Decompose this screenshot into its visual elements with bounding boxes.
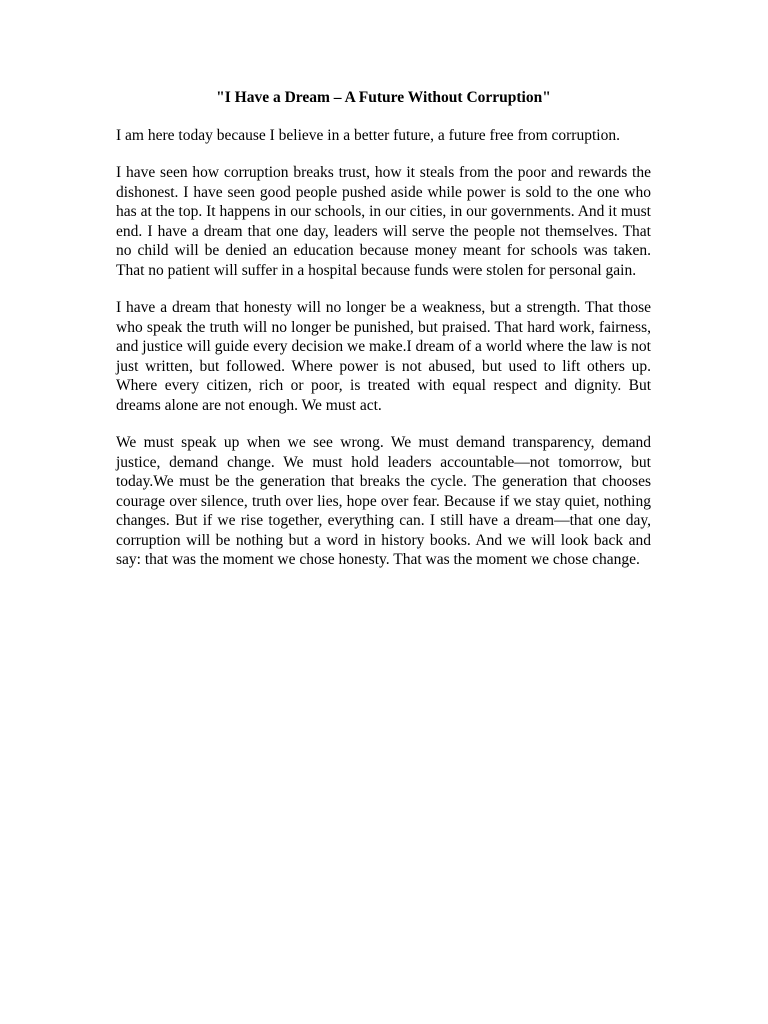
paragraph-intro: I am here today because I believe in a better future, a future free from corruption. xyxy=(116,126,620,144)
paragraph-dream: I have a dream that honesty will no longer be a weakness, but a strength. That those who speak the truth will no longer be punished, but praised. That hard work, fairness, and justice will guide every decision we make.I dream of a world where the law is not just written, but followed. Where power is not abused, but used to lift others up. Where every citizen, rich or poor, is treated with equal respect and dignity. But dreams alone are not enough. We must act. xyxy=(116,299,651,414)
document-body xyxy=(116,88,651,588)
document-title: "I Have a Dream – A Future Without Corruption" xyxy=(216,89,551,106)
paragraph-corruption: I have seen how corruption breaks trust, how it steals from the poor and rewards the dishonest. I have seen good people pushed aside while power is sold to the one who has at the top. It happens in our schools, in our cities, in our governments. And it must end. I have a dream that one day, leaders will serve the people not themselves. That no child will be denied an education because money meant for schools was taken. That no patient will suffer in a hospital because funds were stolen for personal gain. xyxy=(116,164,651,279)
paragraph-action: We must speak up when we see wrong. We must demand transparency, demand justice, demand change. We must hold leaders accountable—not tomorrow, but today.We must be the generation that breaks the cycle. The generation that chooses courage over silence, truth over lies, hope over fear. Because if we stay quiet, nothing changes. But if we rise together, everything can. I still have a dream—that one day, corruption will be nothing but a word in history books. And we will look back and say: that was the moment we chose honesty. That was the moment we chose change. xyxy=(116,434,651,568)
